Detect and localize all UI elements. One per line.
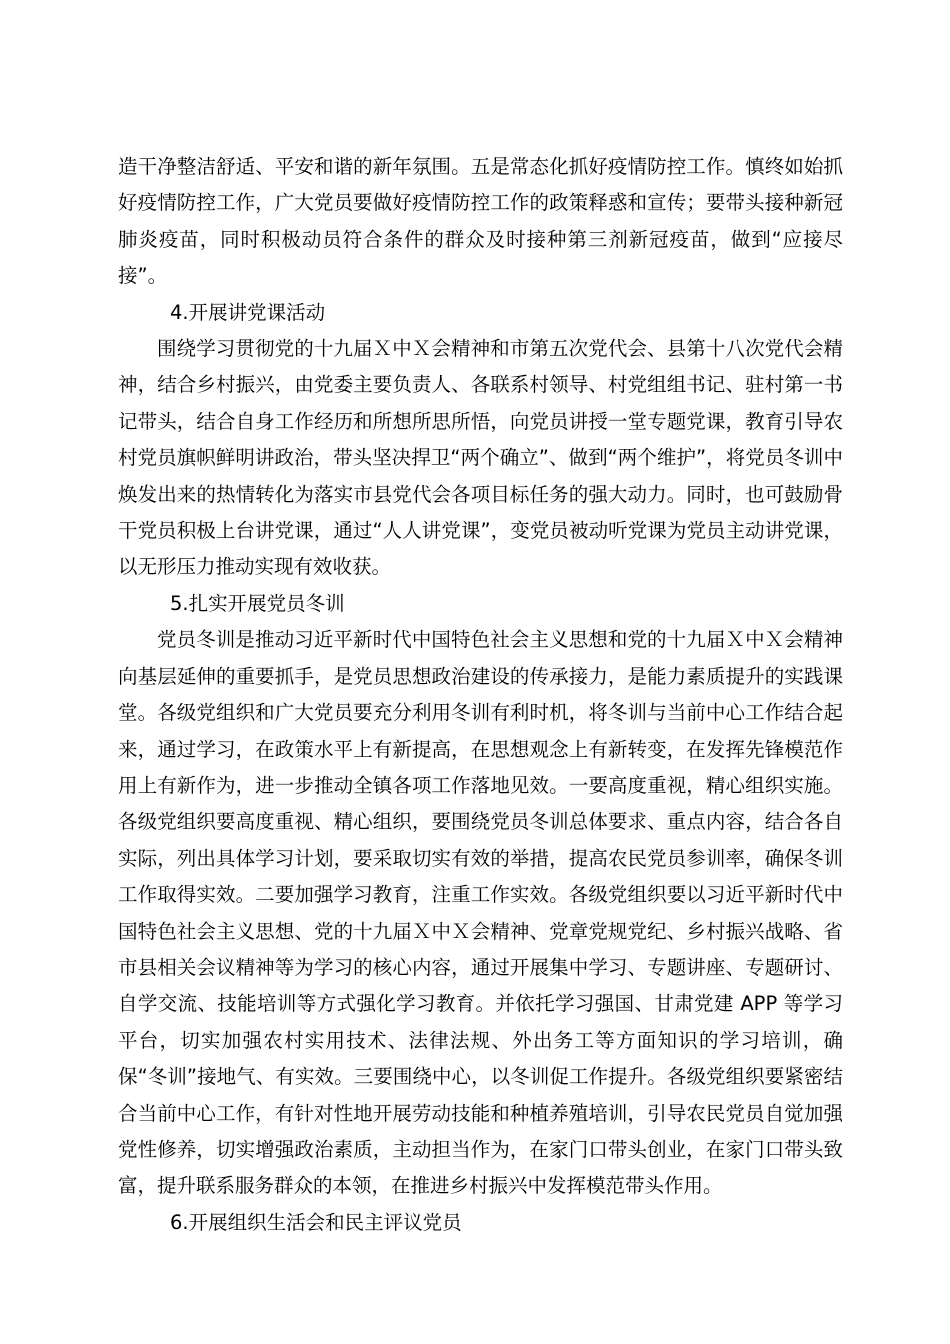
paragraph-epidemic-control: 造干净整洁舒适、平安和谐的新年氛围。五是常态化抓好疫情防控工作。慎终如始抓好疫情防控工作，广大党员要做好疫情防控工作的政策释惑和宣传；要带头接种新冠肺炎疫苗，同时积极动员符合条件的群众及时接种第三剂新冠疫苗，做到“应接尽接”。 [118,155,843,288]
section-heading-4: 4.开展讲党课活动 [170,300,326,324]
paragraph-party-lecture: 围绕学习贯彻党的十九届Ｘ中Ｘ会精神和市第五次党代会、县第十八次党代会精神，结合乡村振兴，由党委主要负责人、各联系村领导、村党组组书记、驻村第一书记带头，结合自身工作经历和所想所思所悟，向党员讲授一堂专题党课，教育引导农村党员旗帜鲜明讲政治，带头坚决捍卫“两个确立”、做到“两个维护”，将党员冬训中焕发出来的热情转化为落实市县党代会各项目标任务的强大动力。同时，也可鼓励骨干党员积极上台讲党课，通过“人人讲党课”，变党员被动听党课为党员主动讲党课，以无形压力推动实现有效收获。 [118,337,843,579]
document-page [118,149,843,1241]
section-heading-6: 6.开展组织生活会和民主评议党员 [170,1210,462,1234]
section-heading-5: 5.扎实开展党员冬训 [170,591,345,615]
paragraph-winter-training: 党员冬训是推动习近平新时代中国特色社会主义思想和党的十九届Ｘ中Ｘ会精神向基层延伸的重要抓手，是党员思想政治建设的传承接力，是能力素质提升的实践课堂。各级党组织和广大党员要充分利用冬训有利时机，将冬训与当前中心工作结合起来，通过学习，在政策水平上有新提高，在思想观念上有新转变，在发挥先锋模范作用上有新作为，进一步推动全镇各项工作落地见效。一要高度重视，精心组织实施。各级党组织要高度重视、精心组织，要围绕党员冬训总体要求、重点内容，结合各自实际，列出具体学习计划，要采取切实有效的举措，提高农民党员参训率，确保冬训工作取得实效。二要加强学习教育，注重工作实效。各级党组织要以习近平新时代中国特色社会主义思想、党的十九届Ｘ中Ｘ会精神、党章党规党纪、乡村振兴战略、省市县相关会议精神等为学习的核心内容，通过开展集中学习、专题讲座、专题研讨、自学交流、技能培训等方式强化学习教育。并依托学习强国、甘肃党建 APP 等学习平台，切实加强农村实用技术、法律法规、外出务工等方面知识的学习培训，确保“冬训”接地气、有实效。三要围绕中心，以冬训促工作提升。各级党组织要紧密结合当前中心工作，有针对性地开展劳动技能和种植养殖培训，引导农民党员自觉加强党性修养，切实增强政治素质，主动担当作为，在家门口带头创业，在家门口带头致富，提升联系服务群众的本领，在推进乡村振兴中发挥模范带头作用。 [118,628,843,1198]
